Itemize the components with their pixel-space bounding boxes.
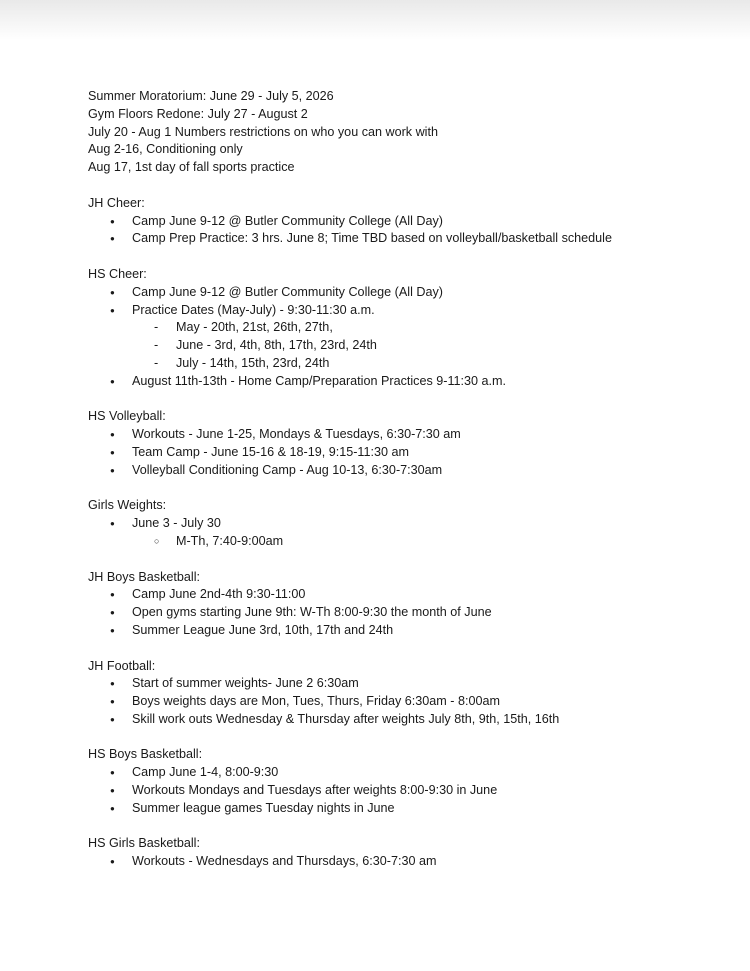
schedule-document [88, 88, 728, 871]
jh-cheer-section [88, 195, 728, 248]
spacer [88, 551, 728, 569]
sub-list-item: - May - 20th, 21st, 26th, 27th, [88, 319, 728, 337]
intro-line: July 20 - Aug 1 Numbers restrictions on who you can work with [88, 124, 438, 139]
sub-list-item: ○ M-Th, 7:40-9:00am [88, 533, 728, 551]
list-item: ● Camp June 9-12 @ Butler Community College (All Day) [88, 213, 728, 231]
section-heading: Girls Weights: [88, 498, 167, 513]
intro-section [88, 88, 728, 177]
section-heading: JH Cheer: [88, 195, 145, 210]
section-heading: JH Boys Basketball: [88, 569, 200, 584]
hs-volleyball-section [88, 408, 728, 479]
section-heading: HS Volleyball: [88, 409, 166, 424]
hs-boys-basketball-section [88, 746, 728, 817]
sub-list-item: - June - 3rd, 4th, 8th, 17th, 23rd, 24th [88, 337, 728, 355]
hs-cheer-section [88, 266, 728, 391]
hs-girls-basketball-section [88, 835, 728, 871]
section-heading: HS Boys Basketball: [88, 747, 203, 762]
list-item: ● Start of summer weights- June 2 6:30am [88, 675, 728, 693]
spacer [88, 480, 728, 498]
section-heading: JH Football: [88, 658, 156, 673]
section-heading: HS Girls Basketball: [88, 836, 200, 851]
intro-line: Summer Moratorium: June 29 - July 5, 2026 [88, 89, 334, 103]
intro-line: Aug 2-16, Conditioning only [88, 142, 243, 157]
list-item: ● Workouts Mondays and Tuesdays after weights 8:00-9:30 in June [88, 782, 728, 800]
sub-list-item: - July - 14th, 15th, 23rd, 24th [88, 355, 728, 373]
jh-boys-basketball-section [88, 569, 728, 640]
list-item: ● Practice Dates (May-July) - 9:30-11:30 a.m. [88, 302, 728, 320]
list-item: ● June 3 - July 30 [88, 515, 728, 533]
spacer [88, 248, 728, 266]
spacer [88, 818, 728, 836]
list-item: ● Workouts - Wednesdays and Thursdays, 6:30-7:30 am [88, 853, 728, 871]
list-item: ● Team Camp - June 15-16 & 18-19, 9:15-11:30 am [88, 444, 728, 462]
list-item: ● Camp June 1-4, 8:00-9:30 [88, 764, 728, 782]
intro-line: Aug 17, 1st day of fall sports practice [88, 160, 295, 175]
list-item: ● Skill work outs Wednesday & Thursday after weights July 8th, 9th, 15th, 16th [88, 711, 728, 729]
list-item: ● Camp June 9-12 @ Butler Community College (All Day) [88, 284, 728, 302]
spacer [88, 177, 728, 195]
list-item: ● Camp June 2nd-4th 9:30-11:00 [88, 586, 728, 604]
jh-football-section [88, 658, 728, 729]
list-item: ● Summer League June 3rd, 10th, 17th and 24th [88, 622, 728, 640]
girls-weights-section [88, 497, 728, 550]
list-item: ● Boys weights days are Mon, Tues, Thurs, Friday 6:30am - 8:00am [88, 693, 728, 711]
spacer [88, 640, 728, 658]
list-item: ● August 11th-13th - Home Camp/Preparation Practices 9-11:30 a.m. [88, 373, 728, 391]
list-item: ● Summer league games Tuesday nights in June [88, 800, 728, 818]
spacer [88, 391, 728, 409]
list-item: ● Workouts - June 1-25, Mondays & Tuesdays, 6:30-7:30 am [88, 426, 728, 444]
list-item: ● Camp Prep Practice: 3 hrs. June 8; Time TBD based on volleyball/basketball schedule [88, 230, 728, 248]
section-heading: HS Cheer: [88, 266, 147, 281]
intro-line: Gym Floors Redone: July 27 - August 2 [88, 106, 308, 121]
spacer [88, 729, 728, 747]
list-item: ● Open gyms starting June 9th: W-Th 8:00-9:30 the month of June [88, 604, 728, 622]
list-item: ● Volleyball Conditioning Camp - Aug 10-13, 6:30-7:30am [88, 462, 728, 480]
